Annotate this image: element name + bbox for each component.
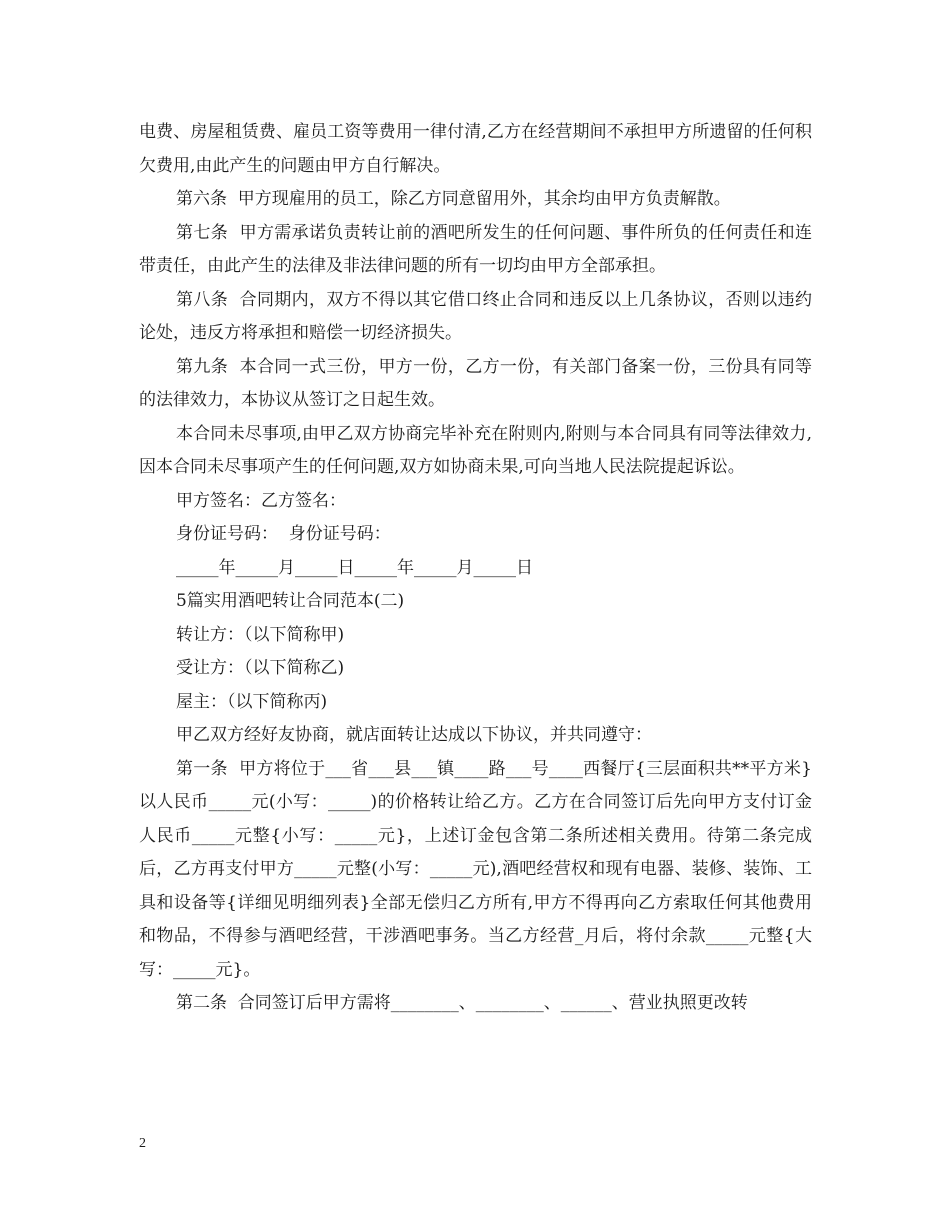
id-number-line: 身份证号码： 身份证号码：	[176, 524, 391, 544]
paragraph-fee-settlement: 电费、房屋租赁费、雇员工资等费用一律付清,乙方在经营期间不承担甲方所遗留的任何积欠费用,由此产生的问题由甲方自行解决。	[139, 122, 812, 176]
party-landlord: 屋主：（以下简称丙)	[176, 691, 328, 712]
page-number: 2	[139, 1136, 146, 1151]
section-title: 5篇实用酒吧转让合同范本(二)	[176, 591, 405, 611]
paragraph-article-9: 第九条 本合同一式三份，甲方一份，乙方一份，有关部门备案一份，三份具有同等的法律效力，本协议从签订之日起生效。	[139, 356, 812, 410]
paragraph-article-7: 第七条 甲方需承诺负责转让前的酒吧所发生的任何问题、事件所负的任何责任和连带责任，由此产生的法律及非法律问题的所有一切均由甲方全部承担。	[139, 222, 812, 276]
paragraph-article-1: 第一条 甲方将位于___省___县___镇____路___号____西餐厅{三层面积共**平方米}以人民币_____元(小写：_____)的价格转让给乙方。乙方在合同签订后先向甲方支付订金人民币_____元整{小写：_____元}，上述订金包含第二条所述相关费用。待第二条完成后，乙方再支付甲方_____元整(小写：_____元),酒吧经营权和现有电器、装修、装饰、工具和设备等{详细见明细列表}全部无偿归乙方所有,甲方不得再向乙方索取任何其他费用和物品，不得参与酒吧经营，干涉酒吧事务。当乙方经营_月后，将付余款_____元整{大写：_____元}。	[139, 758, 812, 980]
paragraph-supplementary: 本合同未尽事项,由甲乙双方协商完毕补充在附则内,附则与本合同具有同等法律效力,因本合同未尽事项产生的任何问题,双方如协商未果,可向当地人民法院提起诉讼。	[139, 423, 812, 477]
date-line: _____年_____月_____日_____年_____月_____日	[176, 557, 533, 578]
paragraph-article-8: 第八条 合同期内，双方不得以其它借口终止合同和违反以上几条协议，否则以违约论处，违反方将承担和赔偿一切经济损失。	[139, 289, 812, 343]
document-body	[139, 116, 812, 1021]
party-transferee: 受让方：（以下简称乙)	[176, 658, 345, 678]
party-transferor: 转让方：（以下简称甲)	[176, 624, 345, 645]
signature-line: 甲方签名：乙方签名：	[176, 490, 346, 511]
paragraph-article-6: 第六条 甲方现雇用的员工，除乙方同意留用外，其余均由甲方负责解散。	[176, 189, 731, 209]
paragraph-agreement-intro: 甲乙双方经好友协商，就店面转让达成以下协议，并共同遵守：	[176, 725, 652, 745]
paragraph-article-2: 第二条 合同签订后甲方需将________、________、______、营业执照更改转	[176, 993, 748, 1013]
